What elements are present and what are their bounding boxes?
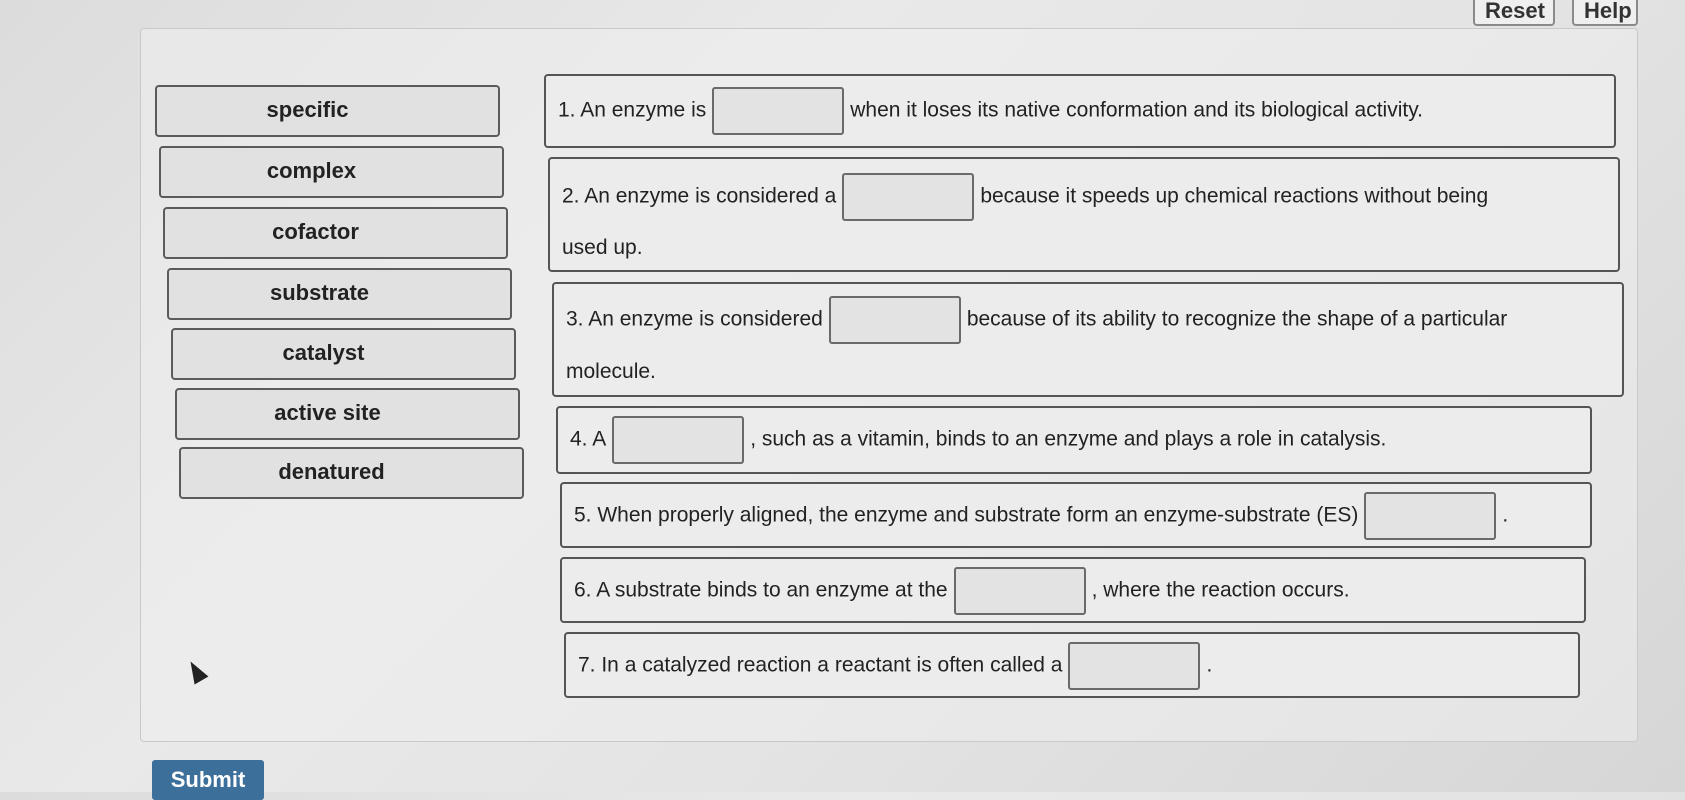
chip-cofactor[interactable] [163,207,508,259]
chip-label: specific [266,97,349,122]
drop-slot-4[interactable] [612,416,744,464]
drop-slot-3[interactable] [829,296,961,344]
chip-label: catalyst [282,340,365,365]
question-text: 2. An enzyme is considered a [562,184,837,208]
chip-label: substrate [269,280,370,305]
question-text: , where the reaction occurs. [1091,578,1350,602]
chip-label: denatured [278,459,385,484]
drop-slot-7[interactable] [1068,642,1200,690]
question-text: because of its ability to recognize the shape of a particular [966,307,1508,331]
question-4 [556,406,1592,474]
question-text: because it speeds up chemical reactions without being [980,184,1489,208]
drop-slot-6[interactable] [954,567,1086,615]
submit-button[interactable]: Submit [152,760,264,800]
chip-complex[interactable] [159,146,504,198]
drop-slot-5[interactable] [1364,492,1496,540]
question-text: molecule. [566,360,656,383]
chip-catalyst[interactable] [171,328,516,380]
question-text: 7. In a catalyzed reaction a reactant is often called a [578,653,1063,677]
question-text: 6. A substrate binds to an enzyme at the [574,578,948,602]
question-text: used up. [562,236,643,259]
question-6 [560,557,1586,623]
help-button[interactable]: Help [1572,0,1638,26]
chip-active-site[interactable] [175,388,520,440]
question-text: . [1206,653,1213,677]
question-7 [564,632,1580,698]
question-text: , such as a vitamin, binds to an enzyme and plays a role in catalysis. [750,427,1387,451]
question-5 [560,482,1592,548]
question-text: 4. A [570,427,607,451]
chip-specific[interactable] [155,85,500,137]
question-text: when it loses its native conformation and its biological activity. [850,98,1423,122]
question-3 [552,282,1624,397]
chip-label: active site [274,400,381,425]
drop-slot-2[interactable] [842,173,974,221]
drop-slot-1[interactable] [712,87,844,135]
chip-substrate[interactable] [167,268,512,320]
question-text: 1. An enzyme is [558,98,707,122]
chip-label: cofactor [272,219,359,244]
chip-label: complex [266,158,357,183]
question-2 [548,157,1620,272]
question-text: . [1502,503,1509,527]
question-text: 5. When properly aligned, the enzyme and substrate form an enzyme-substrate (ES) [574,503,1359,527]
chip-denatured[interactable] [179,447,524,499]
question-text: 3. An enzyme is considered [566,307,823,331]
reset-button[interactable]: Reset [1473,0,1555,26]
question-1 [544,74,1616,148]
